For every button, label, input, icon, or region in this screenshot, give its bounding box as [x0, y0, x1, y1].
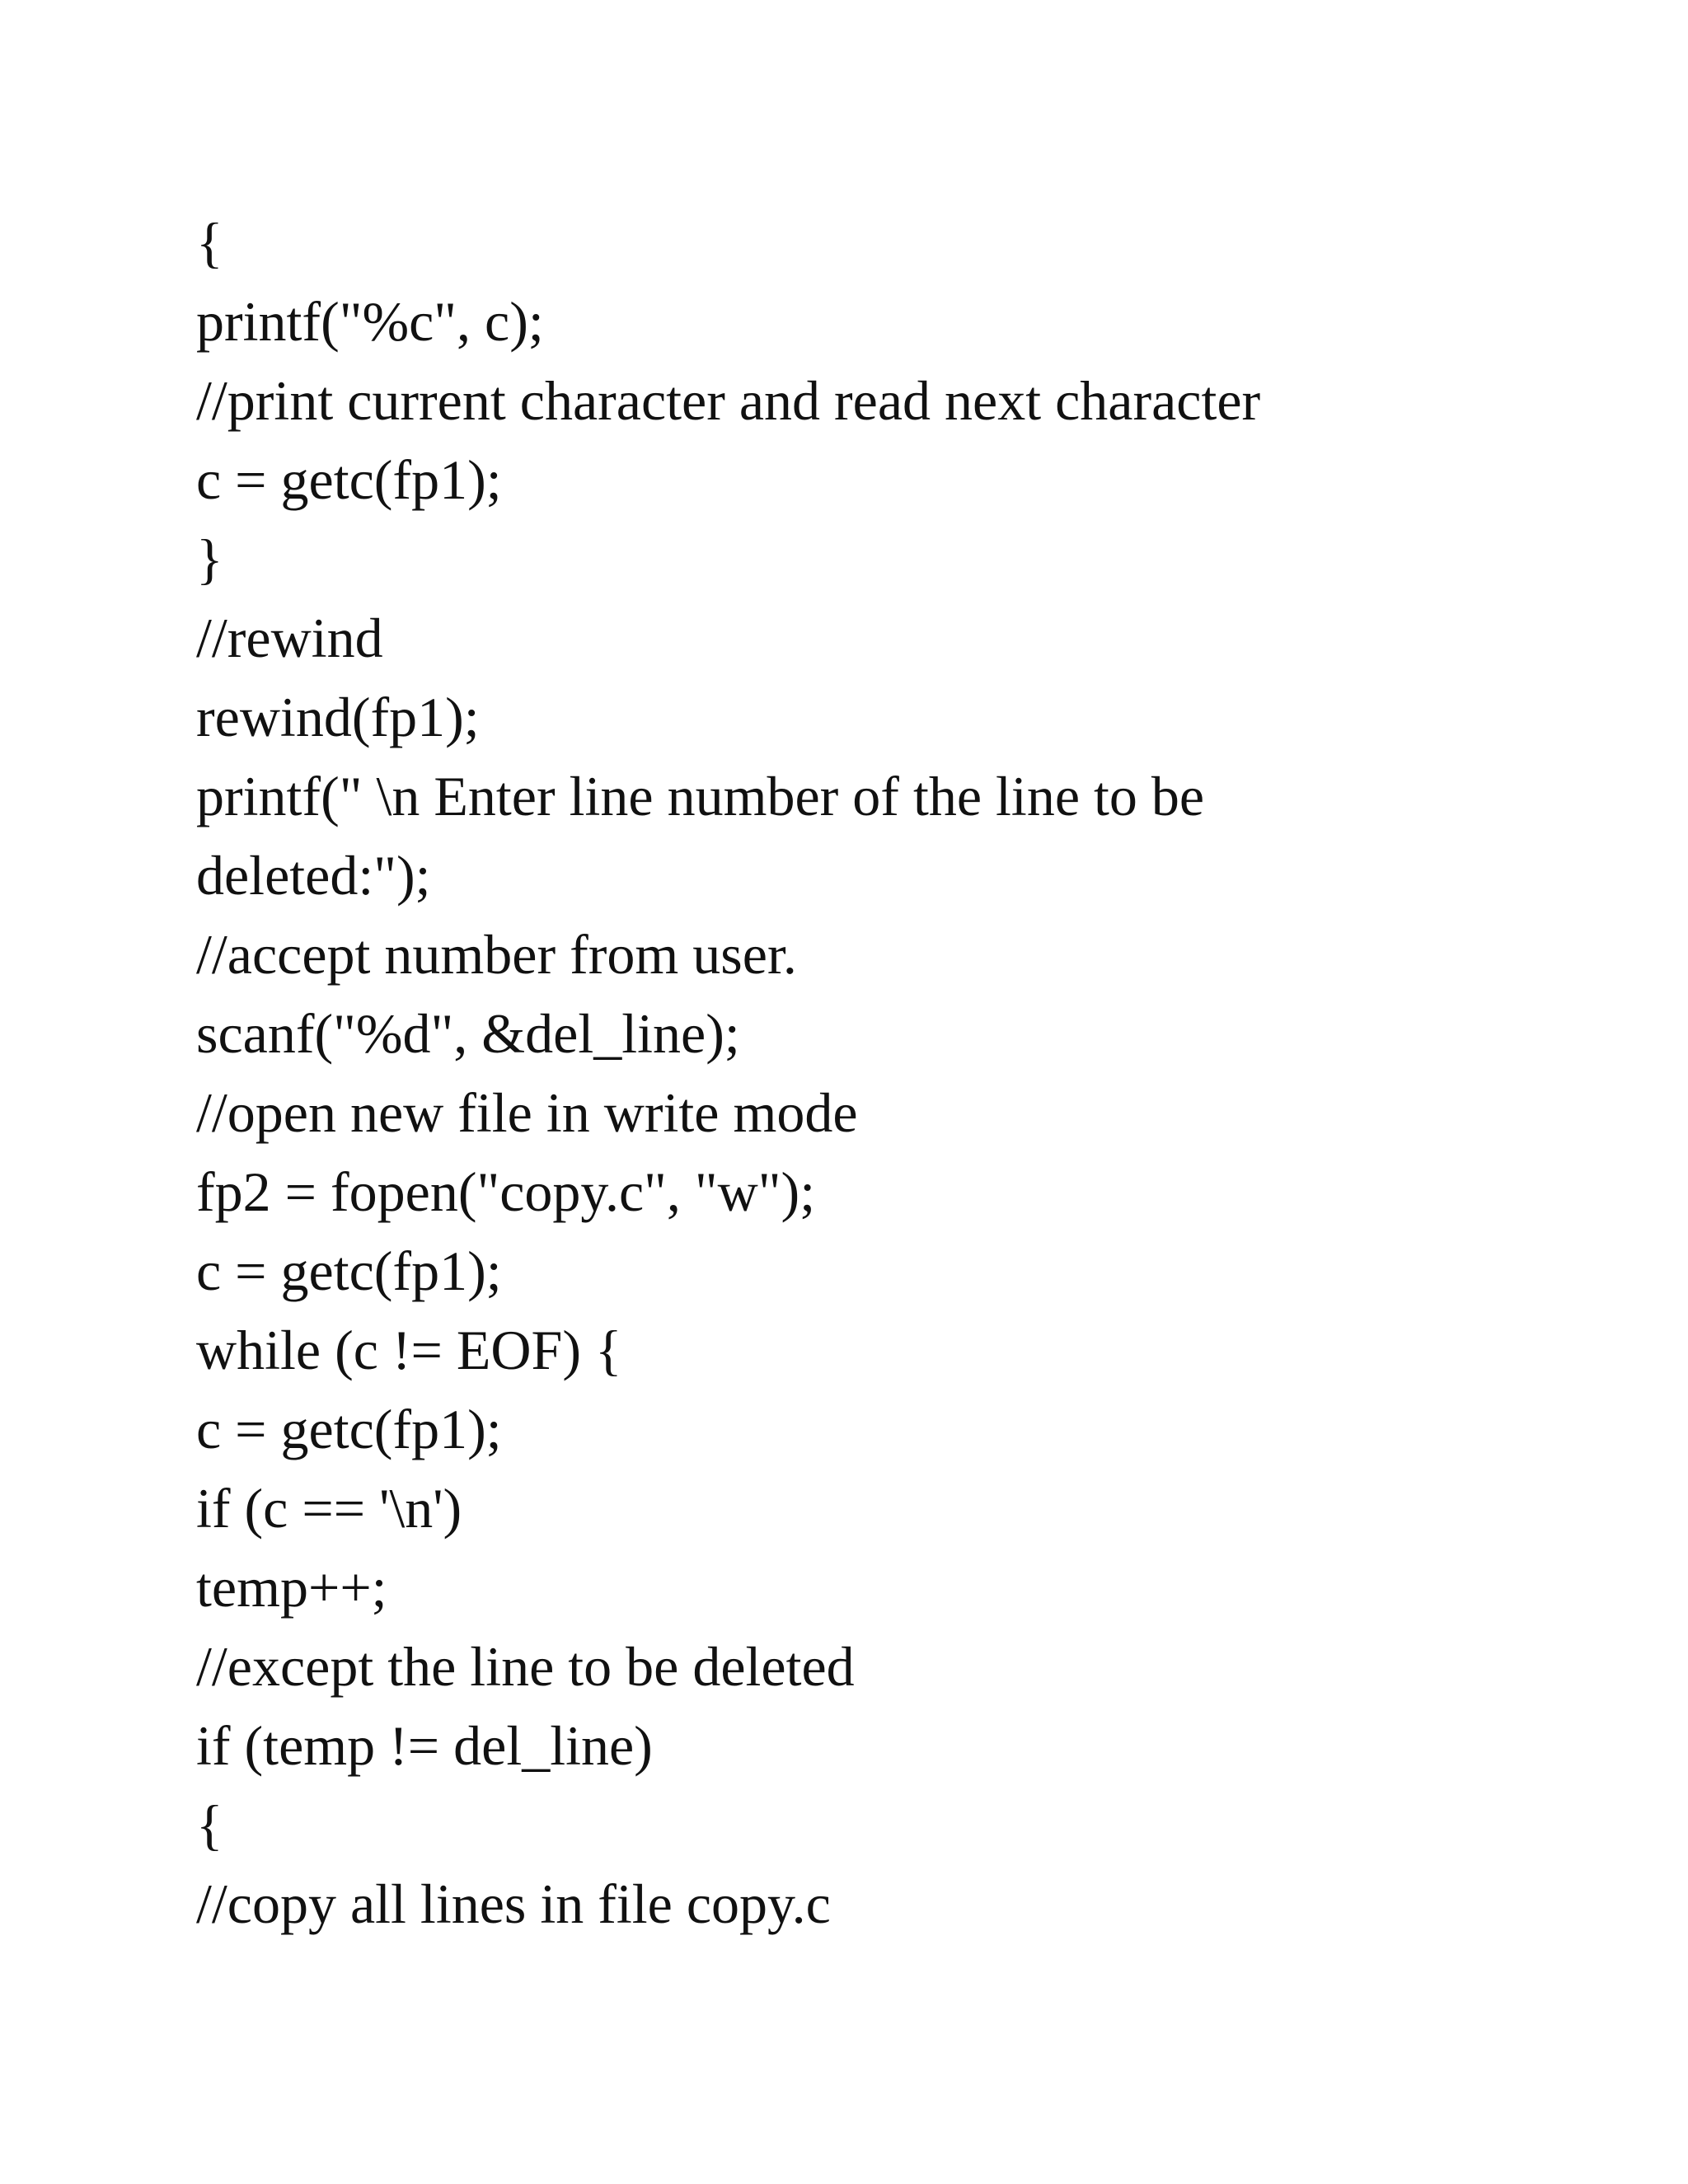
code-line-19: //except the line to be deleted: [196, 1635, 855, 1698]
code-line-1: {: [196, 211, 223, 274]
code-line-12: //open new file in write mode: [196, 1081, 858, 1144]
code-line-5: }: [196, 527, 223, 590]
code-line-18: temp++;: [196, 1556, 387, 1619]
code-line-14: c = getc(fp1);: [196, 1240, 502, 1302]
code-listing: [196, 203, 1597, 1943]
code-line-7: rewind(fp1);: [196, 686, 480, 748]
code-line-15: while (c != EOF) {: [196, 1319, 622, 1381]
code-line-4: c = getc(fp1);: [196, 448, 502, 511]
code-line-16: c = getc(fp1);: [196, 1398, 502, 1460]
code-line-22: //copy all lines in file copy.c: [196, 1872, 831, 1935]
code-line-13: fp2 = fopen("copy.c", "w");: [196, 1160, 816, 1223]
code-line-20: if (temp != del_line): [196, 1714, 653, 1777]
code-line-9: deleted:");: [196, 844, 431, 907]
code-line-11: scanf("%d", &del_line);: [196, 1002, 740, 1065]
code-line-8: printf(" \n Enter line number of the line to be: [196, 765, 1205, 827]
code-line-2: printf("%c", c);: [196, 290, 544, 353]
code-line-10: //accept number from user.: [196, 923, 797, 986]
code-line-3: //print current character and read next character: [196, 369, 1261, 432]
code-line-21: {: [196, 1793, 223, 1856]
code-line-6: //rewind: [196, 607, 383, 669]
code-line-17: if (c == '\n'): [196, 1477, 462, 1540]
